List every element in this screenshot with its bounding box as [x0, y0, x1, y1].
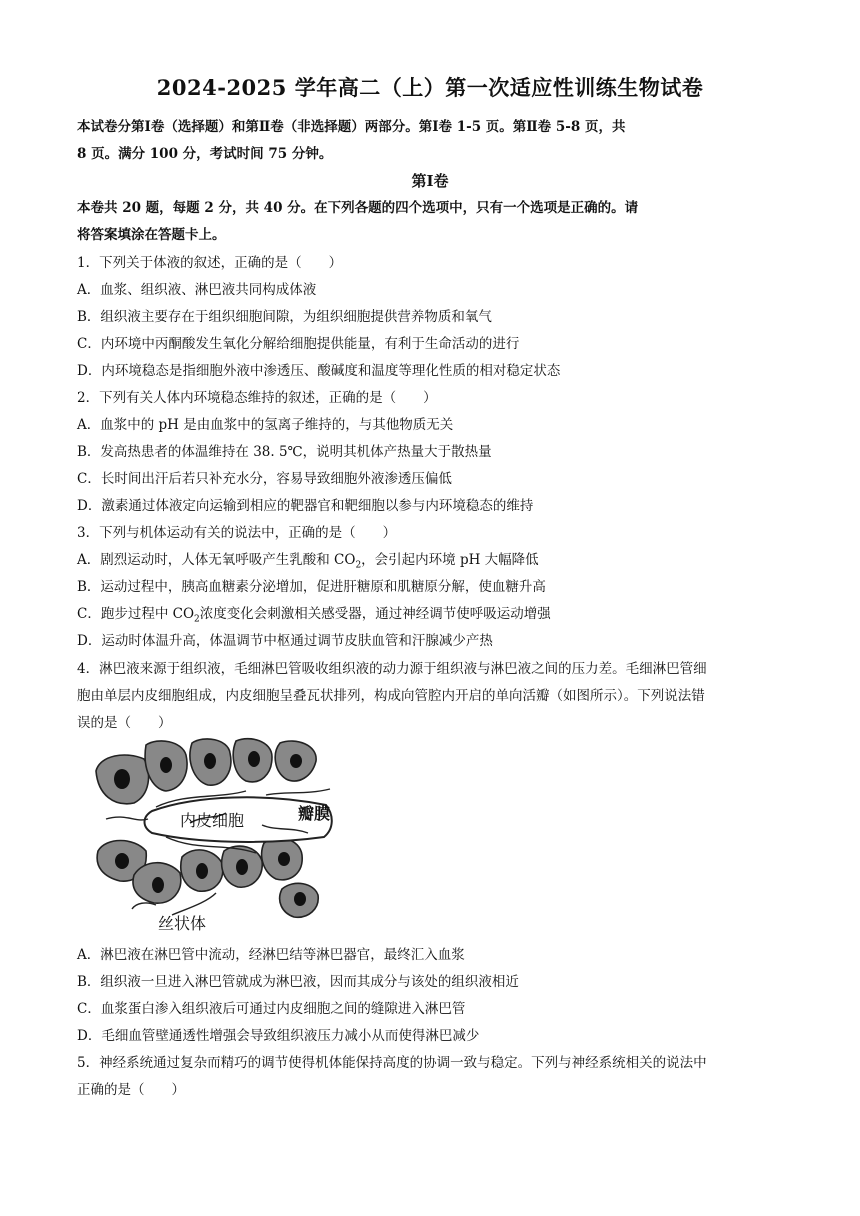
q4-stem-line-3: 误的是（ ） — [77, 715, 172, 731]
label-valve: 瓣膜 — [298, 806, 331, 823]
q4-option-a: A．淋巴液在淋巴管中流动，经淋巴结等淋巴器官，最终汇入血浆 — [77, 947, 465, 963]
intro-line-2: 8 页。满分 100 分，考试时间 75 分钟。 — [77, 146, 333, 162]
q1-stem: 1．下列关于体液的叙述，正确的是（ ） — [77, 255, 343, 271]
q3-option-c — [77, 602, 787, 625]
q3-option-c-subscript: 2 — [194, 614, 200, 625]
q5-stem-line-1: 5．神经系统通过复杂而精巧的调节使得机体能保持高度的协调一致与稳定。下列与神经系统相关的说法中 — [77, 1055, 707, 1071]
q5-stem-line-2: 正确的是（ ） — [77, 1082, 185, 1098]
q3-option-d: D．运动时体温升高，体温调节中枢通过调节皮肤血管和汗腺减少产热 — [77, 633, 493, 649]
section-title: 第Ⅰ卷 — [411, 172, 449, 190]
q2-option-b: B．发高热患者的体温维持在 38. 5℃，说明其机体产热量大于散热量 — [77, 444, 492, 460]
section-intro-line-2: 将答案填涂在答题卡上。 — [77, 227, 226, 243]
section-intro-line-1: 本卷共 20 题，每题 2 分，共 40 分。在下列各题的四个选项中，只有一个选项是正确的。请 — [77, 200, 639, 216]
q4-option-b: B．组织液一旦进入淋巴管就成为淋巴液，因而其成分与该处的组织液相近 — [77, 974, 519, 990]
intro-line-1: 本试卷分第Ⅰ卷（选择题）和第Ⅱ卷（非选择题）两部分。第Ⅰ卷 1-5 页。第Ⅱ卷 5-8 页，共 — [77, 119, 626, 135]
q2-option-a: A．血浆中的 pH 是由血浆中的氢离子维持的，与其他物质无关 — [77, 417, 454, 433]
q2-option-d: D．激素通过体液定向运输到相应的靶器官和靶细胞以参与内环境稳态的维持 — [77, 498, 534, 514]
q3-option-c-text: C．跑步过程中 CO — [77, 606, 195, 622]
q4-stem-line-2: 胞由单层内皮细胞组成，内皮细胞呈叠瓦状排列，构成向管腔内开启的单向活瓣（如图所示）。下列说法错 — [77, 688, 705, 704]
q1-option-d: D．内环境稳态是指细胞外液中渗透压、酸碱度和温度等理化性质的相对稳定状态 — [77, 363, 561, 379]
q3-option-b: B．运动过程中，胰高血糖素分泌增加，促进肝糖原和肌糖原分解，使血糖升高 — [77, 579, 546, 595]
q3-option-a-text-end: ，会引起内环境 pH 大幅降低 — [361, 552, 539, 568]
q1-option-c: C．内环境中丙酮酸发生氧化分解给细胞提供能量，有利于生命活动的进行 — [77, 336, 520, 352]
lymphatic-capillary-figure — [86, 733, 348, 933]
exam-title: 2024-2025 学年高二（上）第一次适应性训练生物试卷 — [156, 75, 704, 100]
q3-option-a-subscript: 2 — [355, 560, 362, 571]
q4-stem-line-1: 4．淋巴液来源于组织液，毛细淋巴管吸收组织液的动力源于组织液与淋巴液之间的压力差。毛细淋巴管细 — [77, 661, 707, 677]
q3-option-a — [77, 548, 787, 571]
q2-stem: 2．下列有关人体内环境稳态维持的叙述，正确的是（ ） — [77, 390, 437, 406]
q3-option-c-text-end: 浓度变化会刺激相关感受器，通过神经调节使呼吸运动增强 — [199, 606, 551, 622]
label-filament: 丝状体 — [158, 916, 207, 933]
label-endothelial-cell: 内皮细胞 — [180, 813, 245, 830]
q3-stem: 3．下列与机体运动有关的说法中，正确的是（ ） — [77, 525, 397, 541]
q1-option-b: B．组织液主要存在于组织细胞间隙，为组织细胞提供营养物质和氧气 — [77, 309, 492, 325]
q1-option-a: A．血浆、组织液、淋巴液共同构成体液 — [77, 282, 317, 298]
q4-option-d: D．毛细血管壁通透性增强会导致组织液压力减小从而使得淋巴减少 — [77, 1028, 480, 1044]
q3-option-a-text: A．剧烈运动时，人体无氧呼吸产生乳酸和 CO — [77, 552, 356, 568]
q2-option-c: C．长时间出汗后若只补充水分，容易导致细胞外液渗透压偏低 — [77, 471, 452, 487]
q4-option-c: C．血浆蛋白渗入组织液后可通过内皮细胞之间的缝隙进入淋巴管 — [77, 1001, 466, 1017]
